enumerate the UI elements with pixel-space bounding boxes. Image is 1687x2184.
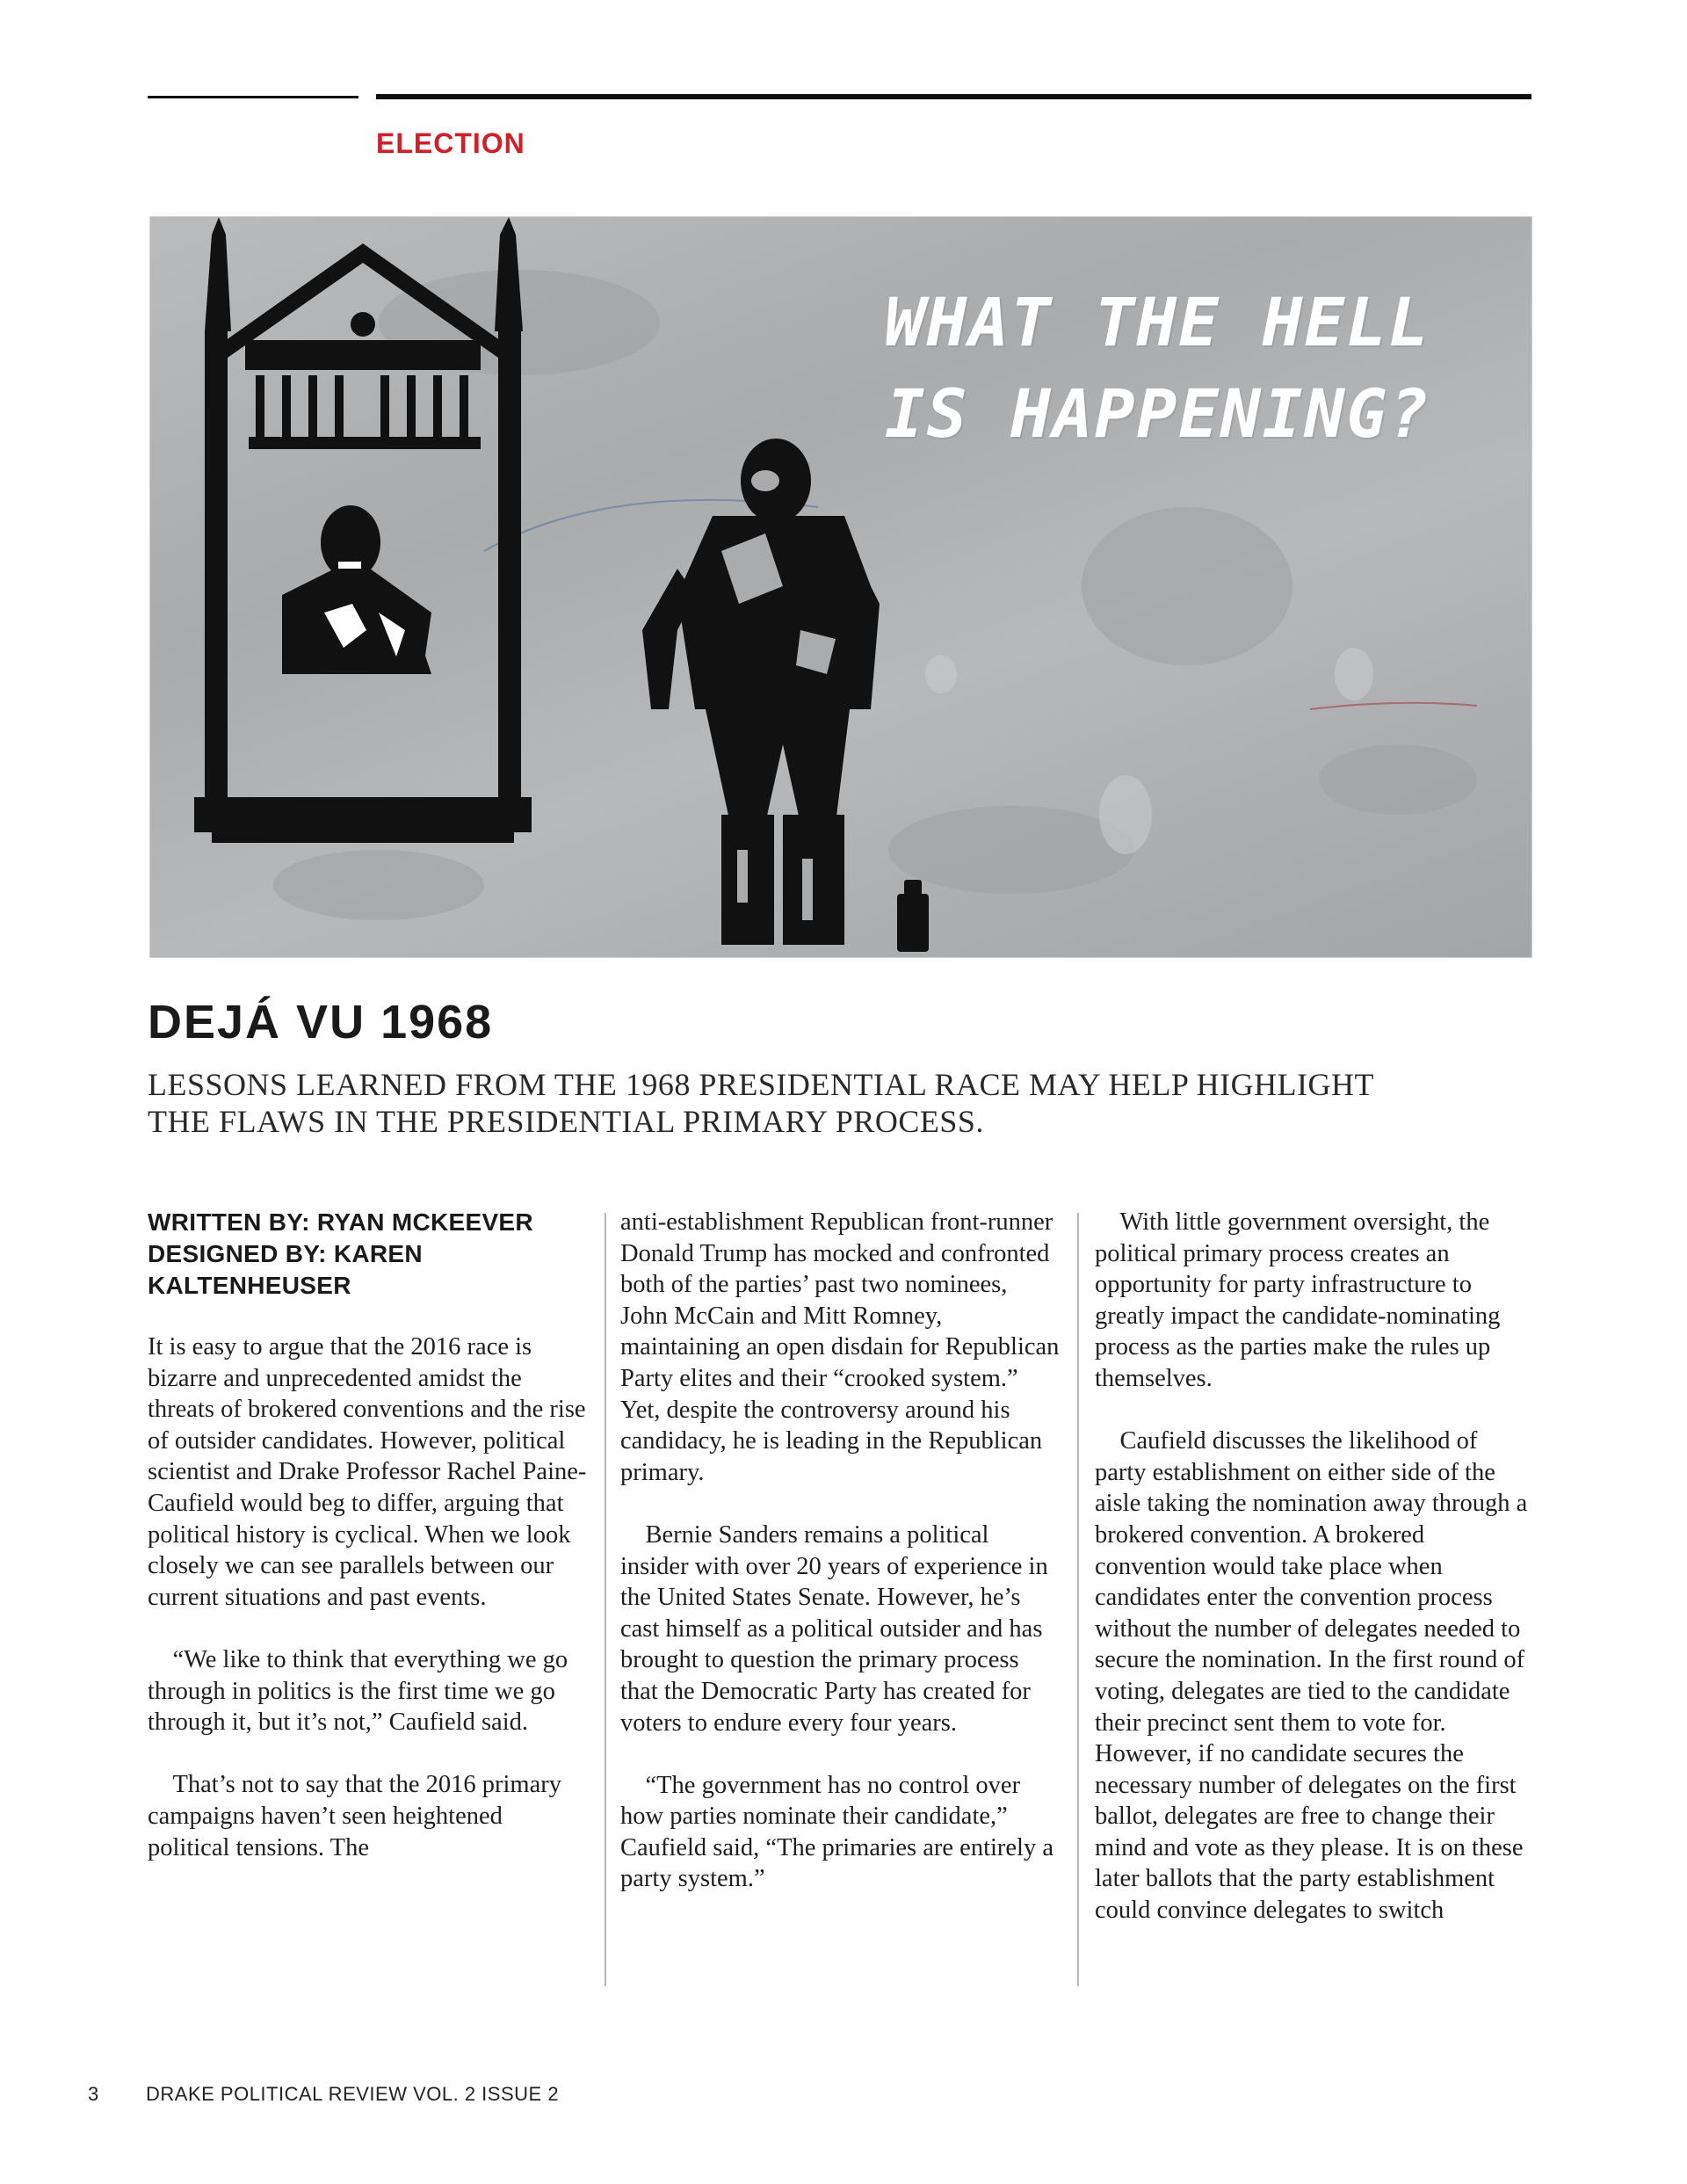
article-column-1 [148,1207,587,1863]
paragraph: It is easy to argue that the 2016 race is bizarre and unprecedented amidst the threats of brokered conventions and the rise of outsider candidates. However, political scientist and Drake Professor Rachel Paine-Caufield would beg to differ, arguing that political history is cyclical. When we look closely we can see parallels between our current situations and past events. [148,1333,587,1611]
top-rule-long [376,94,1531,99]
article-dek: LESSONS LEARNED FROM THE 1968 PRESIDENTIAL RACE MAY HELP HIGHLIGHT THE FLAWS IN THE PRESIDENTIAL PRIMARY PROCESS. [148,1067,1374,1139]
article-column-3 [1095,1207,1534,1926]
designer-credit: DESIGNED BY: KAREN KALTENHEUSER [148,1240,423,1299]
paragraph: anti-establishment Republican front-runner Donald Trump has mocked and confronted both of the parties’ past two nominees, John McCain and Mitt Romney, maintaining an open disdain for Republican Party elites and their “crooked system.” Yet, despite the controversy around his candidacy, he is leading in the Republican primary. [620,1208,1060,1486]
paragraph: Caufield discusses the likelihood of party establishment on either side of the aisle taking the nomination away through a brokered convention. A brokered convention would take place when candidates enter the convention process without the number of delegates needed to secure the nomination. In the first round of voting, delegates are tied to the candidate their precinct sent them to vote for. However, if no candidate secures the necessary number of delegates on the first ballot, delegates are free to change their mind and vote as they please. It is on these later ballots that the party establishment could convince delegates to switch [1095,1427,1528,1925]
paragraph: That’s not to say that the 2016 primary campaigns haven’t seen heightened political tensions. The [148,1771,561,1861]
paragraph: With little government oversight, the political primary process creates an opportunity for party infrastructure to greatly impact the candidate-nominating process as the parties make the rules up themselves. [1095,1208,1501,1392]
article-column-2 [620,1207,1060,1895]
graffiti-caption [885,277,1500,460]
page-number: 3 [88,2083,99,2105]
top-rule-short [148,96,358,98]
paragraph: Bernie Sanders remains a political insider with over 20 years of experience in the United States Senate. However, he’s cast himself as a political outsider and has brought to question the primary process that the Democratic Party has created for voters to endure every four years. [620,1520,1048,1737]
article-headline: DEJÁ VU 1968 [148,996,494,1048]
paragraph: “The government has no control over how parties nominate their candidate,” Caufield said, “The primaries are entirely a party system.” [620,1771,1053,1893]
graffiti-line-1: WHAT THE HELL [885,283,1430,361]
article-credits [148,1207,587,1302]
section-label: ELECTION [376,127,525,159]
graffiti-line-2: IS HAPPENING? [885,374,1430,453]
publication-footer: DRAKE POLITICAL REVIEW VOL. 2 ISSUE 2 [146,2083,560,2105]
column-divider-1 [605,1213,606,1986]
author-credit: WRITTEN BY: RYAN MCKEEVER [148,1208,533,1236]
hero-illustration [149,216,1532,958]
column-divider-2 [1077,1213,1079,1986]
paragraph: “We like to think that everything we go through in politics is the first time we go through it, but it’s not,” Caufield said. [148,1645,568,1737]
